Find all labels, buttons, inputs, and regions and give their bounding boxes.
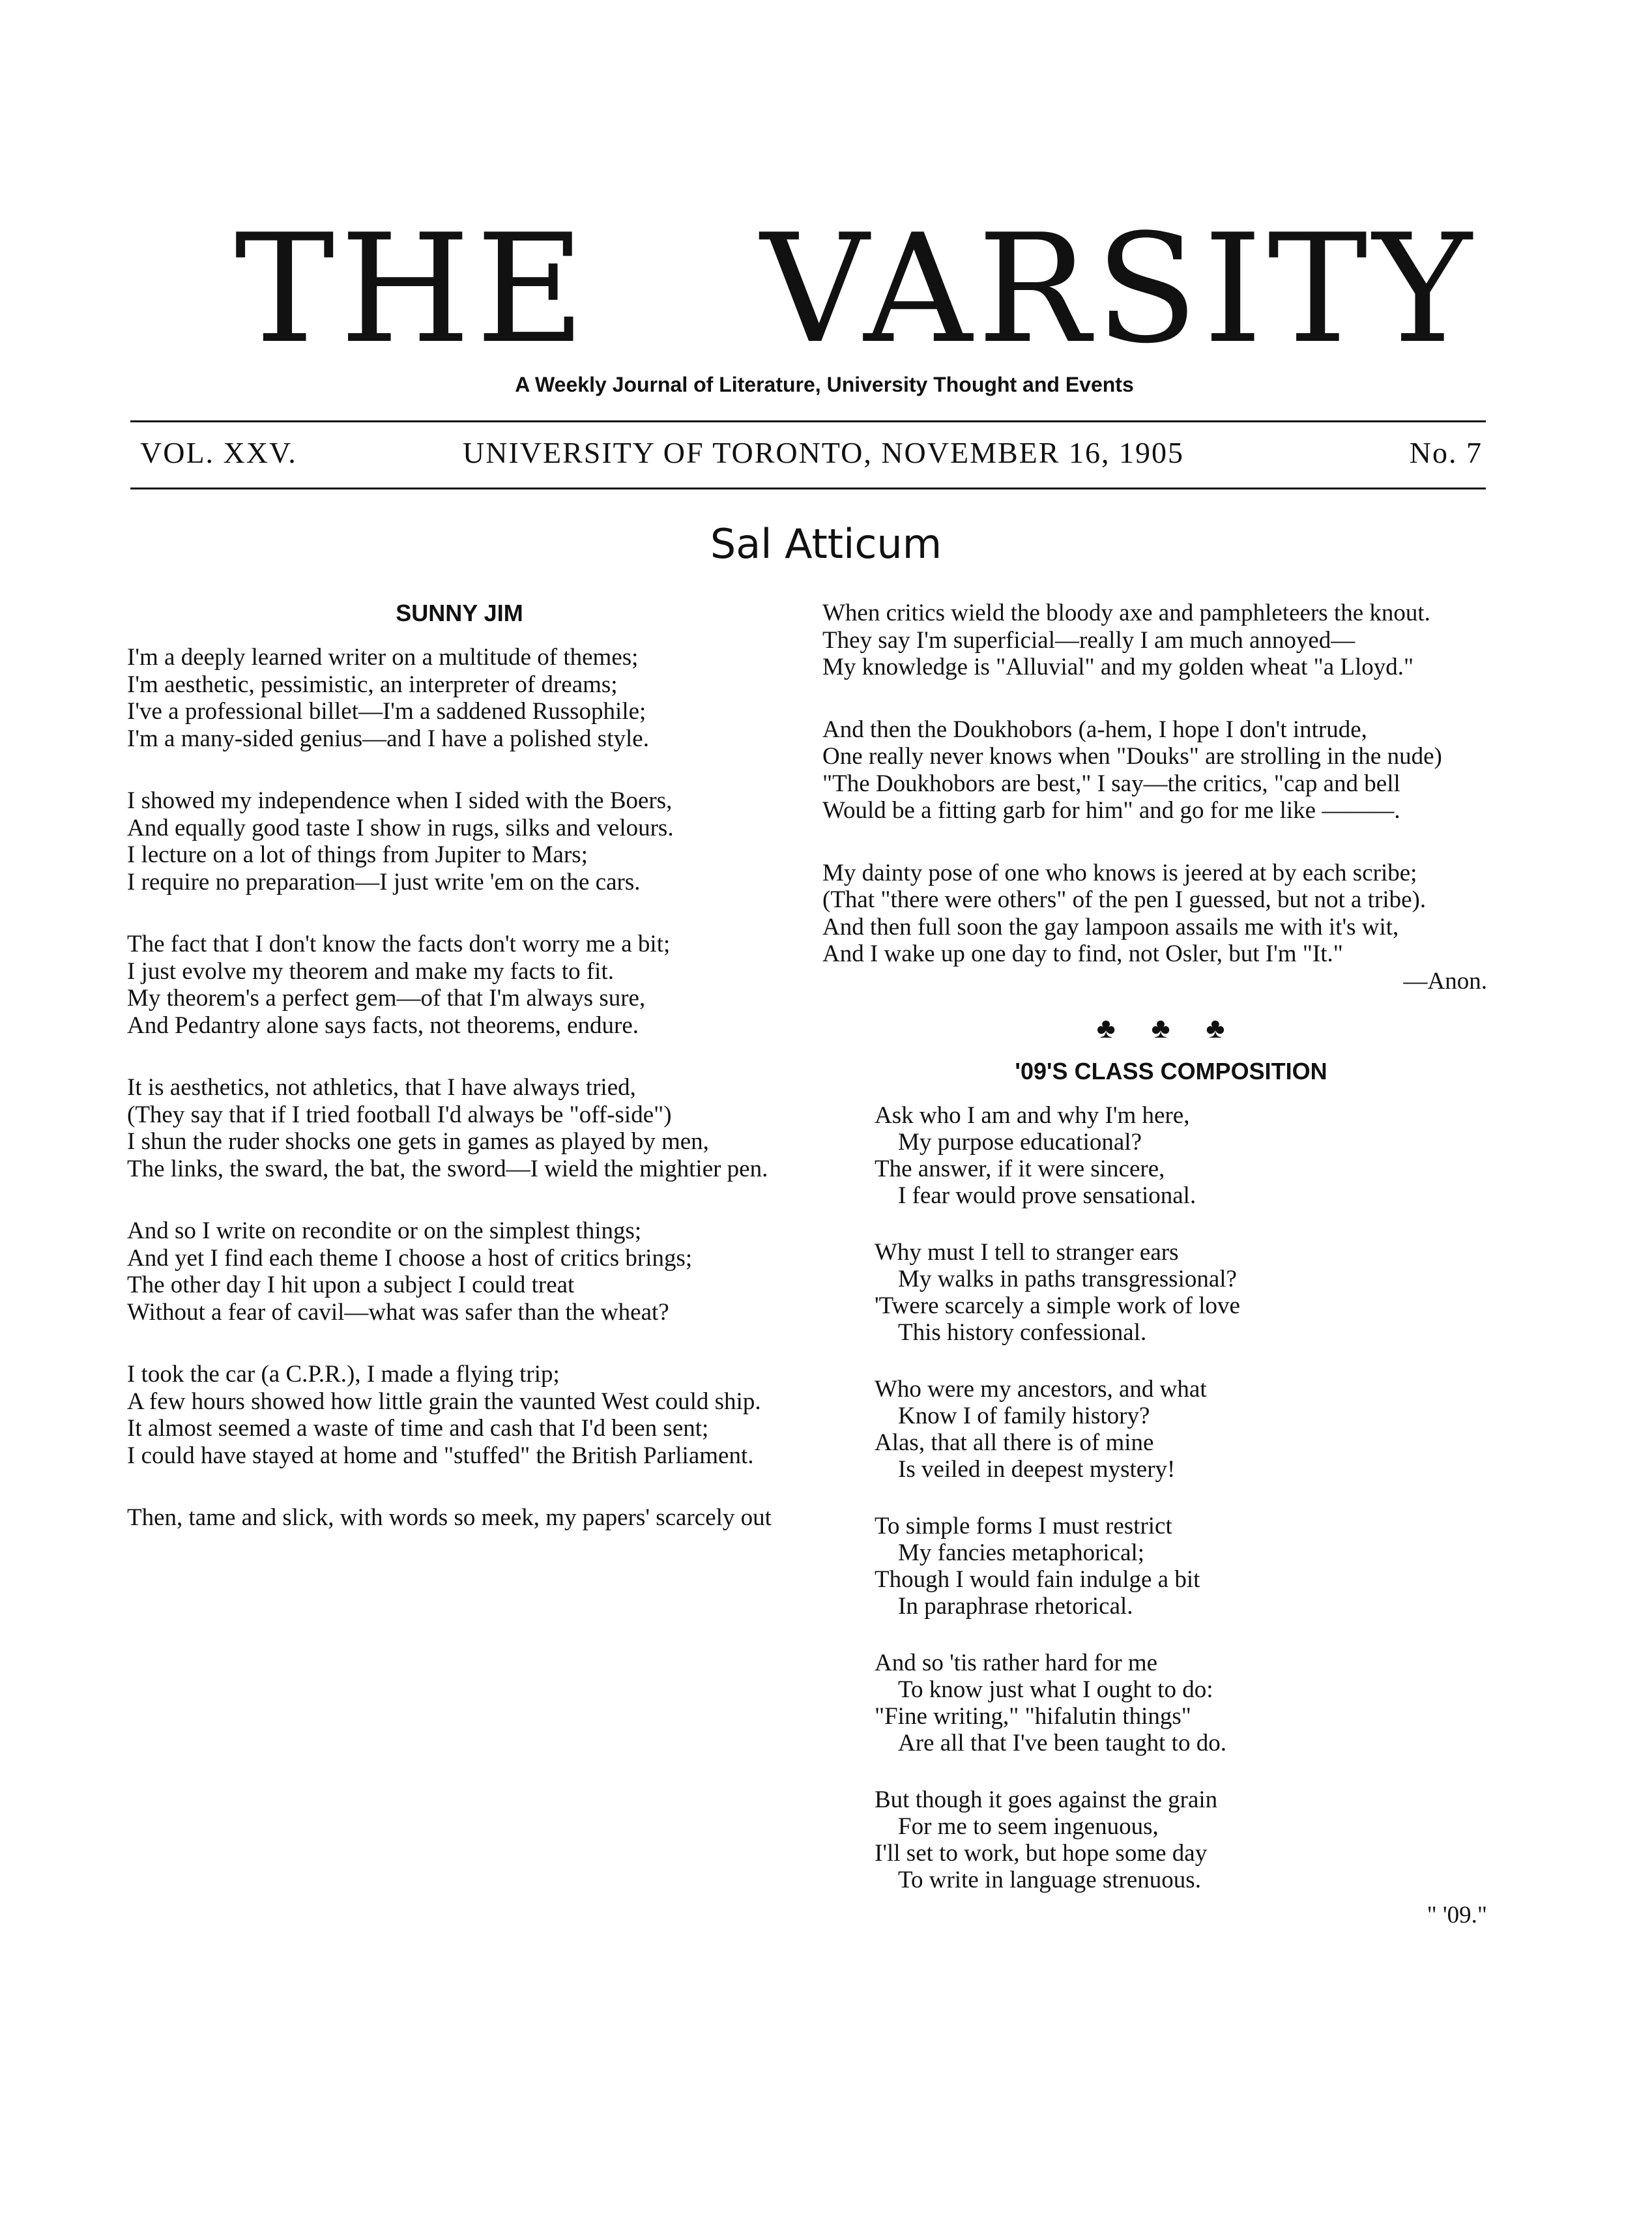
verse-line: Would be a fitting garb for him" and go for me like ———. [822,797,1400,824]
verse-line: I could have stayed at home and "stuffed" the British Parliament. [127,1442,754,1469]
verse-line: Who were my ancestors, and what [875,1376,1207,1403]
verse-line: I lecture on a lot of things from Jupiter to Mars; [127,841,588,868]
bottom-rule [130,488,1486,489]
verse-line: One really never knows when "Douks" are strolling in the nude) [822,743,1442,770]
verse-line: And so 'tis rather hard for me [875,1650,1158,1676]
verse-line: This history confessional. [898,1319,1147,1346]
verse-line: My theorem's a perfect gem—of that I'm always sure, [127,985,646,1012]
verse-line: For me to seem ingenuous, [898,1813,1159,1840]
poem-class-composition [822,1102,1487,1929]
verse-line: The links, the sward, the bat, the sword—I wield the mightier pen. [127,1155,768,1182]
verse-line: The answer, if it were sincere, [875,1156,1165,1182]
verse-line: When critics wield the bloody axe and pamphleteers the knout. [822,600,1430,626]
section-ornament: ♣ ♣ ♣ [1096,1012,1239,1044]
verse-line: (They say that if I tried football I'd always be "off-side") [127,1101,672,1128]
stanza [127,1504,792,1532]
verse-line: And so I write on recondite or on the simplest things; [127,1217,642,1244]
verse-line: A few hours showed how little grain the vaunted West could ship. [127,1388,761,1415]
verse-line: I'm a many-sided genius—and I have a polished style. [127,725,649,752]
stanza [822,716,1487,824]
right-column [822,600,1487,1929]
stanza [875,1102,1487,1209]
volume-label: VOL. XXV. [140,436,297,469]
verse-line: "The Doukhobors are best," I say—the critics, "cap and bell [822,770,1400,797]
verse-line: 'Twere scarcely a simple work of love [875,1292,1240,1319]
masthead-tagline: A Weekly Journal of Literature, University Thought and Events [515,373,1134,396]
verse-line: "Fine writing," "hifalutin things" [875,1703,1191,1730]
verse-line: I just evolve my theorem and make my facts to fit. [127,957,614,985]
verse-line: My walks in paths transgressional? [898,1266,1237,1292]
verse-line: In paraphrase rhetorical. [898,1593,1133,1620]
stanza [875,1376,1487,1483]
verse-line: Without a fear of cavil—what was safer than the wheat? [127,1298,669,1326]
verse-line: My fancies metaphorical; [898,1539,1145,1566]
place-date-label: UNIVERSITY OF TORONTO, NOVEMBER 16, 1905 [463,436,1184,469]
verse-line: Alas, that all there is of mine [875,1429,1154,1456]
section-title: Sal Atticum [710,520,942,568]
verse-line: Is veiled in deepest mystery! [898,1456,1176,1483]
stanza [127,1361,792,1469]
verse-line: And Pedantry alone says facts, not theorems, endure. [127,1012,639,1039]
issue-number: No. 7 [1409,436,1483,469]
stanza [127,1074,792,1182]
verse-line: Then, tame and slick, with words so meek, my papers' scarcely out [127,1504,772,1531]
verse-line: I'll set to work, but hope some day [875,1840,1208,1867]
verse-line: My purpose educational? [898,1129,1142,1156]
masthead [235,203,1477,377]
verse-line: And I wake up one day to find, not Osler, but I'm "It." [822,940,1343,967]
verse-line: Are all that I've been taught to do. [898,1730,1226,1756]
verse-line: To know just what I ought to do: [898,1676,1213,1703]
stanza [875,1786,1487,1893]
verse-line: (That "there were others" of the pen I guessed, but not a tribe). [822,886,1427,913]
verse-line: Ask who I am and why I'm here, [875,1102,1190,1129]
verse-line: Know I of family history? [898,1403,1150,1429]
stanza [875,1239,1487,1346]
top-rule [130,420,1486,422]
verse-line: I fear would prove sensational. [898,1182,1196,1209]
verse-line: It is aesthetics, not athletics, that I have always tried, [127,1074,636,1101]
poem-sunny-jim [127,644,792,1532]
stanza [822,860,1487,968]
stanza [127,931,792,1039]
verse-line: They say I'm superficial—really I am much annoyed— [822,626,1355,654]
verse-line: And then the Doukhobors (a-hem, I hope I don't intrude, [822,716,1367,743]
stanza [127,644,792,752]
verse-line: And then full soon the gay lampoon assails me with it's wit, [822,913,1399,940]
poem-sunny-jim-continued [822,600,1487,995]
stanza [875,1513,1487,1620]
verse-line: I took the car (a C.P.R.), I made a flying trip; [127,1361,560,1388]
verse-line: I shun the ruder shocks one gets in games as played by men, [127,1128,709,1155]
verse-line: The fact that I don't know the facts don't worry me a bit; [127,931,671,957]
poem-signature-anon: —Anon. [1403,967,1487,995]
verse-line: My knowledge is "Alluvial" and my golden wheat "a Lloyd." [822,654,1414,680]
verse-line: Why must I tell to stranger ears [875,1239,1179,1266]
poem-signature-09: " '09." [1427,1902,1487,1929]
verse-line: And yet I find each theme I choose a host of critics brings; [127,1244,693,1272]
verse-line: Though I would fain indulge a bit [875,1566,1200,1593]
stanza [127,1217,792,1326]
verse-line: To simple forms I must restrict [875,1513,1172,1539]
verse-line: My dainty pose of one who knows is jeered at by each scribe; [822,859,1417,886]
masthead-word-varsity: VARSITY [761,203,1477,377]
verse-line: I'm aesthetic, pessimistic, an interpreter of dreams; [127,671,618,698]
verse-line: And equally good taste I show in rugs, silks and velours. [127,814,674,841]
stanza [127,787,792,896]
masthead-word-the: THE [235,203,590,377]
verse-line: It almost seemed a waste of time and cash that I'd been sent; [127,1415,709,1442]
stanza [822,600,1487,681]
verse-line: I require no preparation—I just write 'em on the cars. [127,868,641,896]
stanza [875,1650,1487,1756]
verse-line: To write in language strenuous. [898,1867,1201,1893]
issue-line [140,435,1483,474]
poem-title-class-composition: '09'S CLASS COMPOSITION [1015,1058,1327,1085]
verse-line: I've a professional billet—I'm a saddened Russophile; [127,698,646,725]
verse-line: I'm a deeply learned writer on a multitude of themes; [127,644,639,671]
verse-line: But though it goes against the grain [875,1786,1218,1813]
poem-title-sunny-jim: SUNNY JIM [396,600,523,626]
verse-line: The other day I hit upon a subject I could treat [127,1272,575,1298]
verse-line: I showed my independence when I sided with the Boers, [127,787,673,814]
left-column [127,600,792,1567]
